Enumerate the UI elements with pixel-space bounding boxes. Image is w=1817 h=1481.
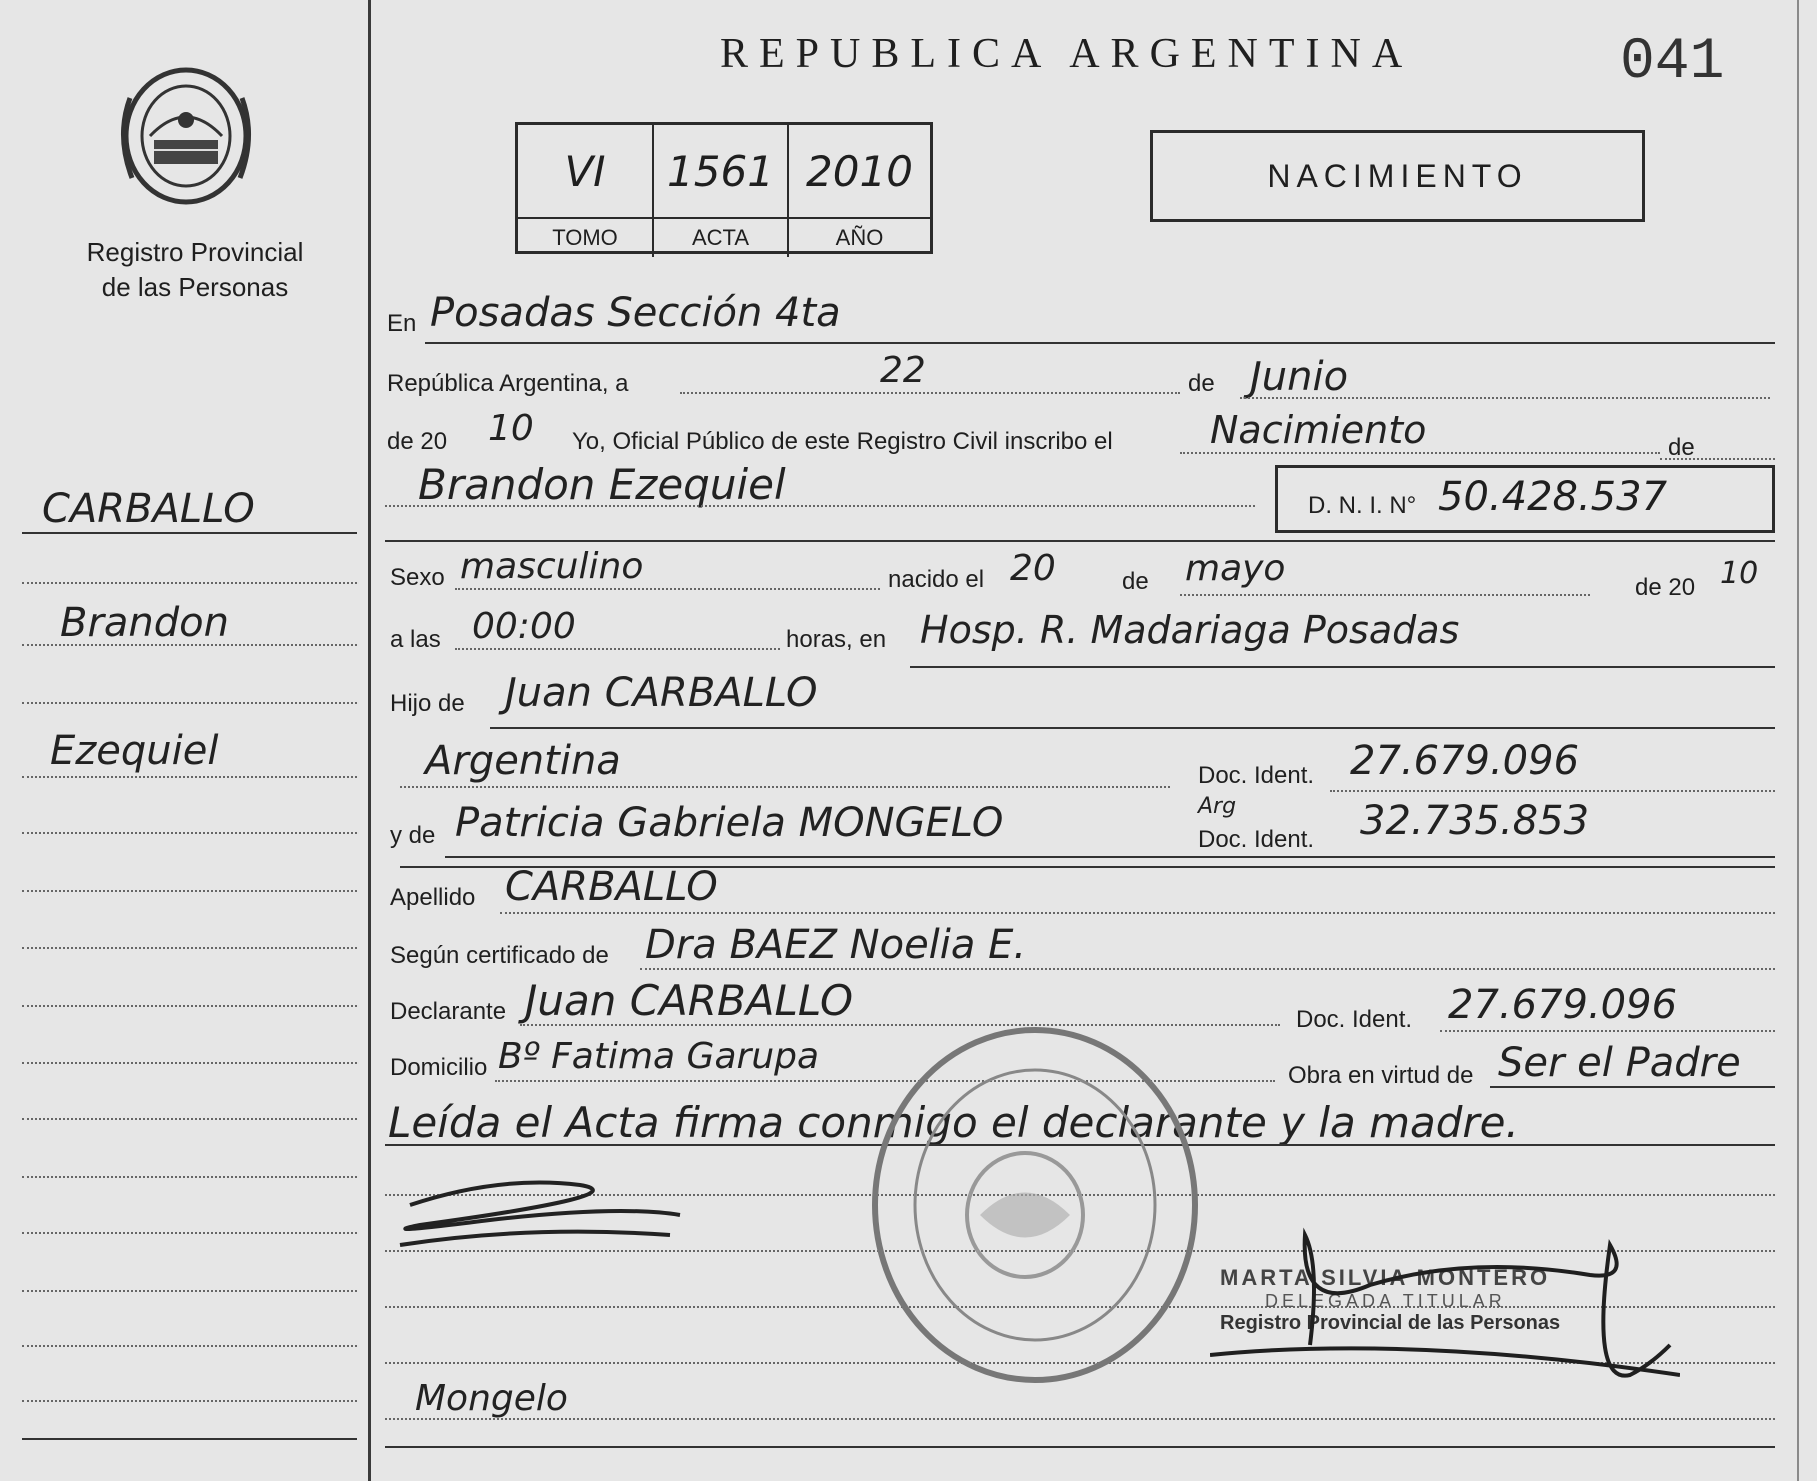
obra-line [1490,1086,1775,1088]
yde-label: y de [390,822,436,849]
doc-label-3: Doc. Ident. [1296,1006,1413,1033]
hora-value: 00:00 [472,606,576,647]
doc-label: Doc. Ident. [1198,762,1315,789]
birth-year: 10 [1720,556,1759,591]
margin-line [22,1232,357,1234]
apellido-line [500,912,1775,914]
padre-line [490,727,1775,729]
en-value: Posadas Sección 4ta [430,290,841,336]
margin-line [22,1400,357,1402]
segun-label: Según certificado de [390,942,609,969]
madre-line [445,856,1775,858]
horas-label: horas, en [786,626,887,653]
de-end-label: de [1668,434,1695,461]
obra-label: Obra en virtud de [1288,1062,1474,1089]
official-office: Registro Provincial de las Personas [1220,1312,1561,1334]
de20-label-2: de 20 [1635,574,1696,601]
certificado-line [640,968,1775,970]
de20-label: de 20 [387,428,448,455]
dni-label: D. N. I. N° [1308,492,1417,519]
sexo-label: Sexo [390,564,445,591]
column-divider [368,0,371,1481]
nombre-line [385,505,1255,507]
madre-doc: 32.735.853 [1360,798,1590,844]
dni-value: 50.428.537 [1438,474,1668,520]
tomo-cell [518,125,654,257]
registry-name [40,235,350,305]
madre-value: Patricia Gabriela MONGELO [455,800,1004,846]
margin-line [22,1290,357,1292]
nota-value: Leída el Acta firma conmigo el declarante y la madre. [388,1098,1519,1147]
document-title: REPUBLICA ARGENTINA [720,31,1414,77]
declarante-doc: 27.679.096 [1448,982,1678,1028]
margin-line [22,947,357,949]
nombre-value: Brandon Ezequiel [418,460,786,509]
margin-line [22,702,357,704]
anio-label: AÑO [789,217,930,257]
tomo-label: TOMO [518,217,652,257]
tomo-value: VI [564,147,606,196]
month-value: Junio [1250,354,1349,400]
margin-surname: CARBALLO [42,486,255,532]
de-label: de [1188,370,1215,397]
page-number: 041 [1620,30,1725,95]
margin-line [22,832,357,834]
acto-value: Nacimiento [1210,408,1427,452]
acto-line [1180,452,1660,454]
margin-line [22,776,357,778]
margin-line [22,1062,357,1064]
margin-line [22,1438,357,1440]
registry-line-2: de las Personas [101,272,289,302]
republica-label: República Argentina, a [387,370,629,397]
oficial-label: Yo, Oficial Público de este Registro Civil inscribo el [572,428,1113,455]
en-line [425,342,1775,344]
margin-line [22,644,357,646]
margin-name-1: Brandon [60,600,229,646]
de-label-2: de [1122,568,1149,595]
padre-nacionalidad: Argentina [425,738,621,784]
mother-signature: Mongelo [415,1378,568,1419]
acta-cell [654,125,789,257]
official-signature [1210,1225,1680,1395]
margin-name-2: Ezequiel [50,728,219,774]
hora-line [455,648,780,650]
registry-line-1: Registro Provincial [86,237,304,267]
declarante-label: Declarante [390,998,507,1025]
doc-label-2: Doc. Ident. [1198,826,1315,853]
day-line [680,392,1180,394]
month-line [1240,397,1770,399]
nacido-label: nacido el [888,566,985,593]
right-edge [1797,0,1799,1481]
row-rule [385,540,1775,542]
margin-line [22,1176,357,1178]
domicilio-label: Domicilio [390,1054,488,1081]
dni-box [1275,465,1775,533]
obra-value: Ser el Padre [1498,1040,1741,1086]
apellido-label: Apellido [390,884,476,911]
day-value: 22 [880,350,926,391]
lugar-value: Hosp. R. Madariaga Posadas [920,608,1460,652]
document-type: NACIMIENTO [1150,130,1645,222]
margin-line [22,1345,357,1347]
birth-month: mayo [1185,548,1286,589]
bottom-rule [385,1446,1775,1448]
padre-value: Juan CARBALLO [505,670,818,716]
sexo-line [455,588,880,590]
declarante-signature [380,1165,710,1265]
declarante-value: Juan CARBALLO [525,976,854,1025]
en-label: En [387,310,417,337]
official-role: DELEGADA TITULAR [1265,1291,1506,1311]
acta-label: ACTA [654,217,787,257]
sexo-value: masculino [460,546,644,587]
anio-value: 2010 [806,147,913,196]
domicilio-value: Bº Fatima Garupa [498,1036,820,1077]
alas-label: a las [390,626,441,653]
nac-line [400,786,1170,788]
anio-cell [789,125,930,257]
record-box [515,122,933,254]
doc-line [1330,790,1775,792]
margin-line [22,532,357,534]
official-stamp-icon [865,1020,1205,1390]
blank-line [385,1418,1775,1420]
provincial-seal-icon [110,58,262,210]
official-name: MARTA SILVIA MONTERO [1220,1265,1551,1290]
year-value: 10 [488,408,534,449]
birth-day: 20 [1010,548,1056,589]
padre-doc: 27.679.096 [1350,738,1580,784]
margin-line [22,1118,357,1120]
lugar-line [910,666,1775,668]
apellido-value: CARBALLO [505,864,718,910]
acta-value: 1561 [667,147,774,196]
declarante-doc-line [1440,1030,1775,1032]
certificado-value: Dra BAEZ Noelia E. [645,922,1027,968]
madre-nacionalidad: Arg [1198,794,1237,819]
margin-line [22,582,357,584]
de-end-line [1660,458,1775,460]
month-line-2 [1180,594,1590,596]
hijo-label: Hijo de [390,690,465,717]
margin-line [22,890,357,892]
margin-line [22,1005,357,1007]
